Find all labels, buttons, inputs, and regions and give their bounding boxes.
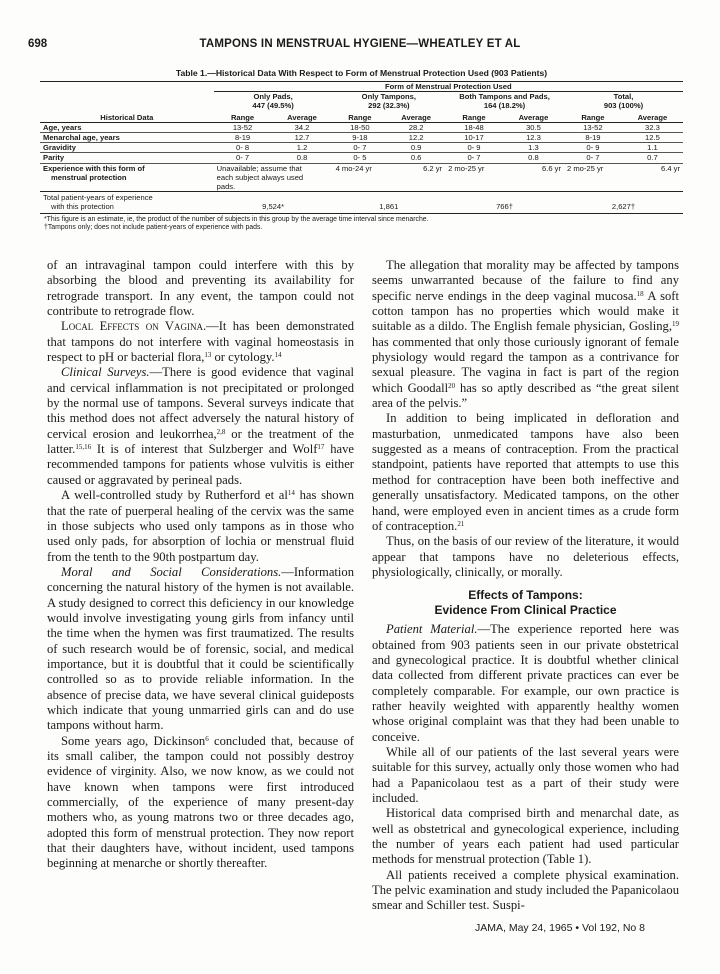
paragraph: Local Effects on Vagina.—It has been demonstrated that tampons do not interfere with vaginal homeostasis in respect to pH or bacterial flora,$^{13}$ or cytology.$^{14}$ <box>47 319 354 365</box>
group-header-total: Total, 903 (100%) <box>603 92 644 111</box>
footnote: †Tampons only; does not include patient-years of experience with pads. <box>44 223 263 231</box>
section-heading: Effects of Tampons: Evidence From Clinical Practice <box>434 588 617 618</box>
row-header: Historical Data <box>40 111 214 123</box>
paragraph: All patients received a complete physical examination. The pelvic examination and study included the Papanicolaou smear and Schiller test. Suspi- <box>372 867 679 913</box>
running-title: TAMPONS IN MENSTRUAL HYGIENE—WHEATLEY ET AL <box>199 38 521 50</box>
paragraph: Some years ago, Dickinson$^6$ concluded that, because of its small caliber, the tampon could not possibly destroy evidence of virginity. Also, we now know, as we could not have known when tampons were first introduced commercially, of the experience of many present-day mothers who, as young matrons two or three decades ago, adopted this form of menstrual protection. They now report that their daughters have, without incident, used tampons beginning at menarche or shortly thereafter. <box>47 733 354 871</box>
journal-footer: JAMA, May 24, 1965 • Vol 192, No 8 <box>475 922 646 934</box>
col-range: Range <box>214 111 272 123</box>
form-header: Form of Menstrual Protection Used <box>214 82 683 92</box>
paragraph: of an intravaginal tampon could interfere with this by absorbing the blood and preventing its availability for retrograde transport. In any event, the tampon could not contribute to retrograde flow. <box>47 258 354 319</box>
table-row: Experience with this form of menstrual protection Unavailable; assume that each subject always used pads. 4 mo-24 yr 6.2 yr 2 mo-25 yr 6.6 yr 2 mo-25 yr 6.4 yr <box>43 163 680 192</box>
paragraph: Moral and Social Considerations.—Information concerning the natural history of the hymen is not available. A study designed to correct this deficiency in our knowledge would involve investigating young girls from infancy until the time when the hymen was first traumatized. The results of such research would be of forensic, social, and medical importance, but it is doubtful that it could be scientifically controlled so as to provide reliable information. In the absence of precise data, we have several clinical guideposts which indicate that young unmarried girls can and do use tampons without harm. <box>47 564 354 733</box>
page-number: 698 <box>28 38 48 50</box>
paragraph: Historical data comprised birth and menarchal date, as well as obstetrical and gynecological experience, including the number of years each patient had used particular methods for menstrual protection (Table 1). <box>372 806 679 867</box>
col-range: Range <box>445 111 503 123</box>
col-range: Range <box>333 111 388 123</box>
paragraph: Thus, on the basis of our review of the literature, it would appear that tampons have no deleterious effects, physiologically, clinically, or morally. <box>372 534 679 579</box>
table-1 <box>40 66 683 232</box>
left-column <box>47 258 354 872</box>
right-column <box>372 258 679 914</box>
paragraph: Clinical Surveys.—There is good evidence that vaginal and cervical inflammation is not precipitated or prolonged by the normal use of tampons. Several surveys indicate that this method does not affect adversely the natural history of cervical erosion and leukorrhea,$^{2,8}$ or the treatment of the latter.$^{15,16}$ It is of interest that Sulzberger and Wolf$^{17}$ have recommended tampons for patients whose vulvitis is either caused or aggravated by perineal pads. <box>47 365 355 487</box>
group-header-pads: Only Pads, 447 (49.5%) <box>252 92 294 111</box>
col-average: Average <box>271 111 332 123</box>
table-row: Menarchal age, years 8-19 12.7 9-18 12.2 10-17 12.3 8-19 12.5 <box>40 133 683 143</box>
paragraph: In addition to being implicated in defloration and masturbation, unmedicated tampons have also been suggested as a means of contraception. From the practical standpoint, patients have reported that attempts to use this method for contraception have been both ineffective and generally unsatisfactory. Medicated tampons, on the other hand, were employed even in ancient times as a crude form of contraception.$^{21}$ <box>372 411 679 533</box>
group-header-tampons: Only Tampons, 292 (32.3%) <box>361 92 416 111</box>
totals-row: Total patient-years of experience with this protection 9,524* 1,861 766† 2,627† <box>40 192 683 213</box>
col-average: Average <box>387 111 445 123</box>
col-average: Average <box>503 111 564 123</box>
table-footnotes <box>40 216 683 232</box>
table-title: Table 1.—Historical Data With Respect to Form of Menstrual Protection Used (903 Patients) <box>40 66 683 82</box>
col-range: Range <box>564 111 622 123</box>
footnote: *This figure is an estimate, ie, the product of the number of subjects in this group by the average time interval since menarche. <box>44 215 429 223</box>
paragraph: The allegation that morality may be affected by tampons seems unwarranted because of the failure to find any specific nerve endings in the deep vaginal mucosa.$^{18}$ A soft cotton tampon has no properties which would make it suitable as a dildo. The English female physician, Gosling,$^{19}$ has commented that only those curiously ignorant of female physiology would regard the tampon as a contrivance for sexual pleasure. The vagina in fact is part of the region which Goodall$^{20}$ has so aptly described as “the great silent area of the pelvis.” <box>372 258 680 411</box>
running-header <box>28 38 692 54</box>
group-header-both: Both Tampons and Pads, 164 (18.2%) <box>459 92 550 111</box>
table-row: Gravidity 0- 8 1.2 0- 7 0.9 0- 9 1.3 0- 9 1.1 <box>40 143 683 153</box>
table-row: Parity 0- 7 0.8 0- 5 0.6 0- 7 0.8 0- 7 0.7 <box>40 153 683 163</box>
paragraph: Patient Material.—The experience reported here was obtained from 903 patients seen in our private obstetrical and gynecological practice. It is doubtful whether clinical data collected from different private practices can ever be completely comparable. For example, our own practice is rather heavily weighted with apparently healthy women whose original complaint was that they had been unable to conceive. <box>372 622 679 744</box>
table-row: Age, years 13-52 34.2 18-50 28.2 18-48 30.5 13-52 32.3 <box>40 122 683 132</box>
paragraph: A well-controlled study by Rutherford et $al^{14}$ has shown that the rate of puerperal healing of the cervix was the same in those subjects who used only tampons as in those who used only pads, for absorption of lochia or menstrual fluid from the tenth to the 90th postpartum day. <box>47 488 354 564</box>
col-average: Average <box>622 111 683 123</box>
paragraph: While all of our patients of the last several years were suitable for this survey, actually only those women who had had a Papanicolaou test as a part of their study were included. <box>372 744 679 805</box>
data-table <box>40 82 683 214</box>
